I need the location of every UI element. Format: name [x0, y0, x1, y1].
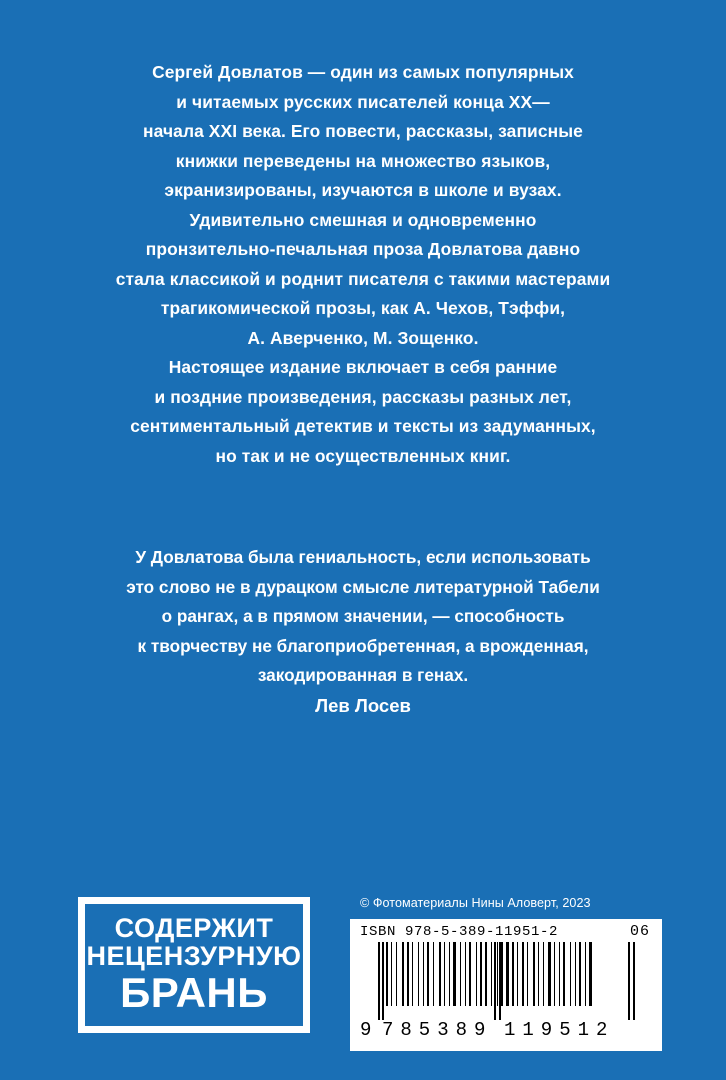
blurb-line: Удивительно смешная и одновременно: [189, 209, 537, 230]
isbn-label: ISBN 978-5-389-11951-2: [360, 924, 559, 940]
ean-group-1: 785389: [382, 1019, 493, 1041]
blurb-line: книжки переведены на множество языков,: [175, 150, 551, 171]
barcode-bars: [356, 942, 656, 1020]
blurb-line: и поздние произведения, рассказы разных лет,: [154, 386, 572, 407]
blurb-line: и читаемых русских писателей конца XX—: [176, 91, 550, 112]
ean-group-2: 119512: [504, 1019, 615, 1041]
quote-line: закодированная в генах.: [257, 665, 469, 685]
blurb-line: трагикомической прозы, как А. Чехов, Тэффи,: [160, 298, 566, 318]
blurb-line: стала классикой и роднит писателя с такими мастерами: [115, 268, 611, 289]
barcode-block: [350, 919, 662, 1051]
blurb-line: но так и не осуществленных книг.: [215, 445, 511, 466]
ean-lead-digit: 9: [360, 1019, 374, 1041]
ean-digits: [356, 1020, 656, 1042]
isbn-row: [356, 923, 656, 940]
stamp-line-3: БРАНЬ: [120, 969, 268, 1017]
quote-line: У Довлатова была гениальность, если использовать: [135, 547, 591, 567]
blurb-line: начала XXI века. Его повести, рассказы, записные: [143, 121, 583, 141]
quote-line: о рангах, а в прямом значении, — способность: [161, 606, 565, 626]
blurb-line: пронзительно-печальная проза Довлатова давно: [145, 239, 581, 259]
copyright-line: © Фотоматериалы Нины Аловерт, 2023: [360, 896, 591, 910]
barcode-addon: 06: [629, 923, 650, 940]
blurb-line: Сергей Довлатов — один из самых популярных: [152, 62, 574, 82]
blurb-line: Настоящее издание включает в себя ранние: [168, 357, 558, 377]
blurb-line: А. Аверченко, М. Зощенко.: [247, 327, 479, 348]
stamp-line-1: СОДЕРЖИТ: [114, 913, 274, 944]
quote-line: к творчеству не благоприобретенная, а врожденная,: [137, 635, 589, 656]
pull-quote: [46, 543, 680, 720]
blurb-text: [46, 58, 680, 471]
blurb-line: сентиментальный детектив и тексты из задуманных,: [130, 416, 596, 436]
stamp-line-2: НЕЦЕНЗУРНУЮ: [86, 940, 302, 971]
quote-line: это слово не в дурацком смысле литературной Табели: [126, 576, 600, 597]
quote-author: Лев Лосев: [315, 694, 411, 716]
blurb-line: экранизированы, изучаются в школе и вузах.: [164, 180, 562, 200]
content-warning-stamp: [78, 897, 310, 1033]
